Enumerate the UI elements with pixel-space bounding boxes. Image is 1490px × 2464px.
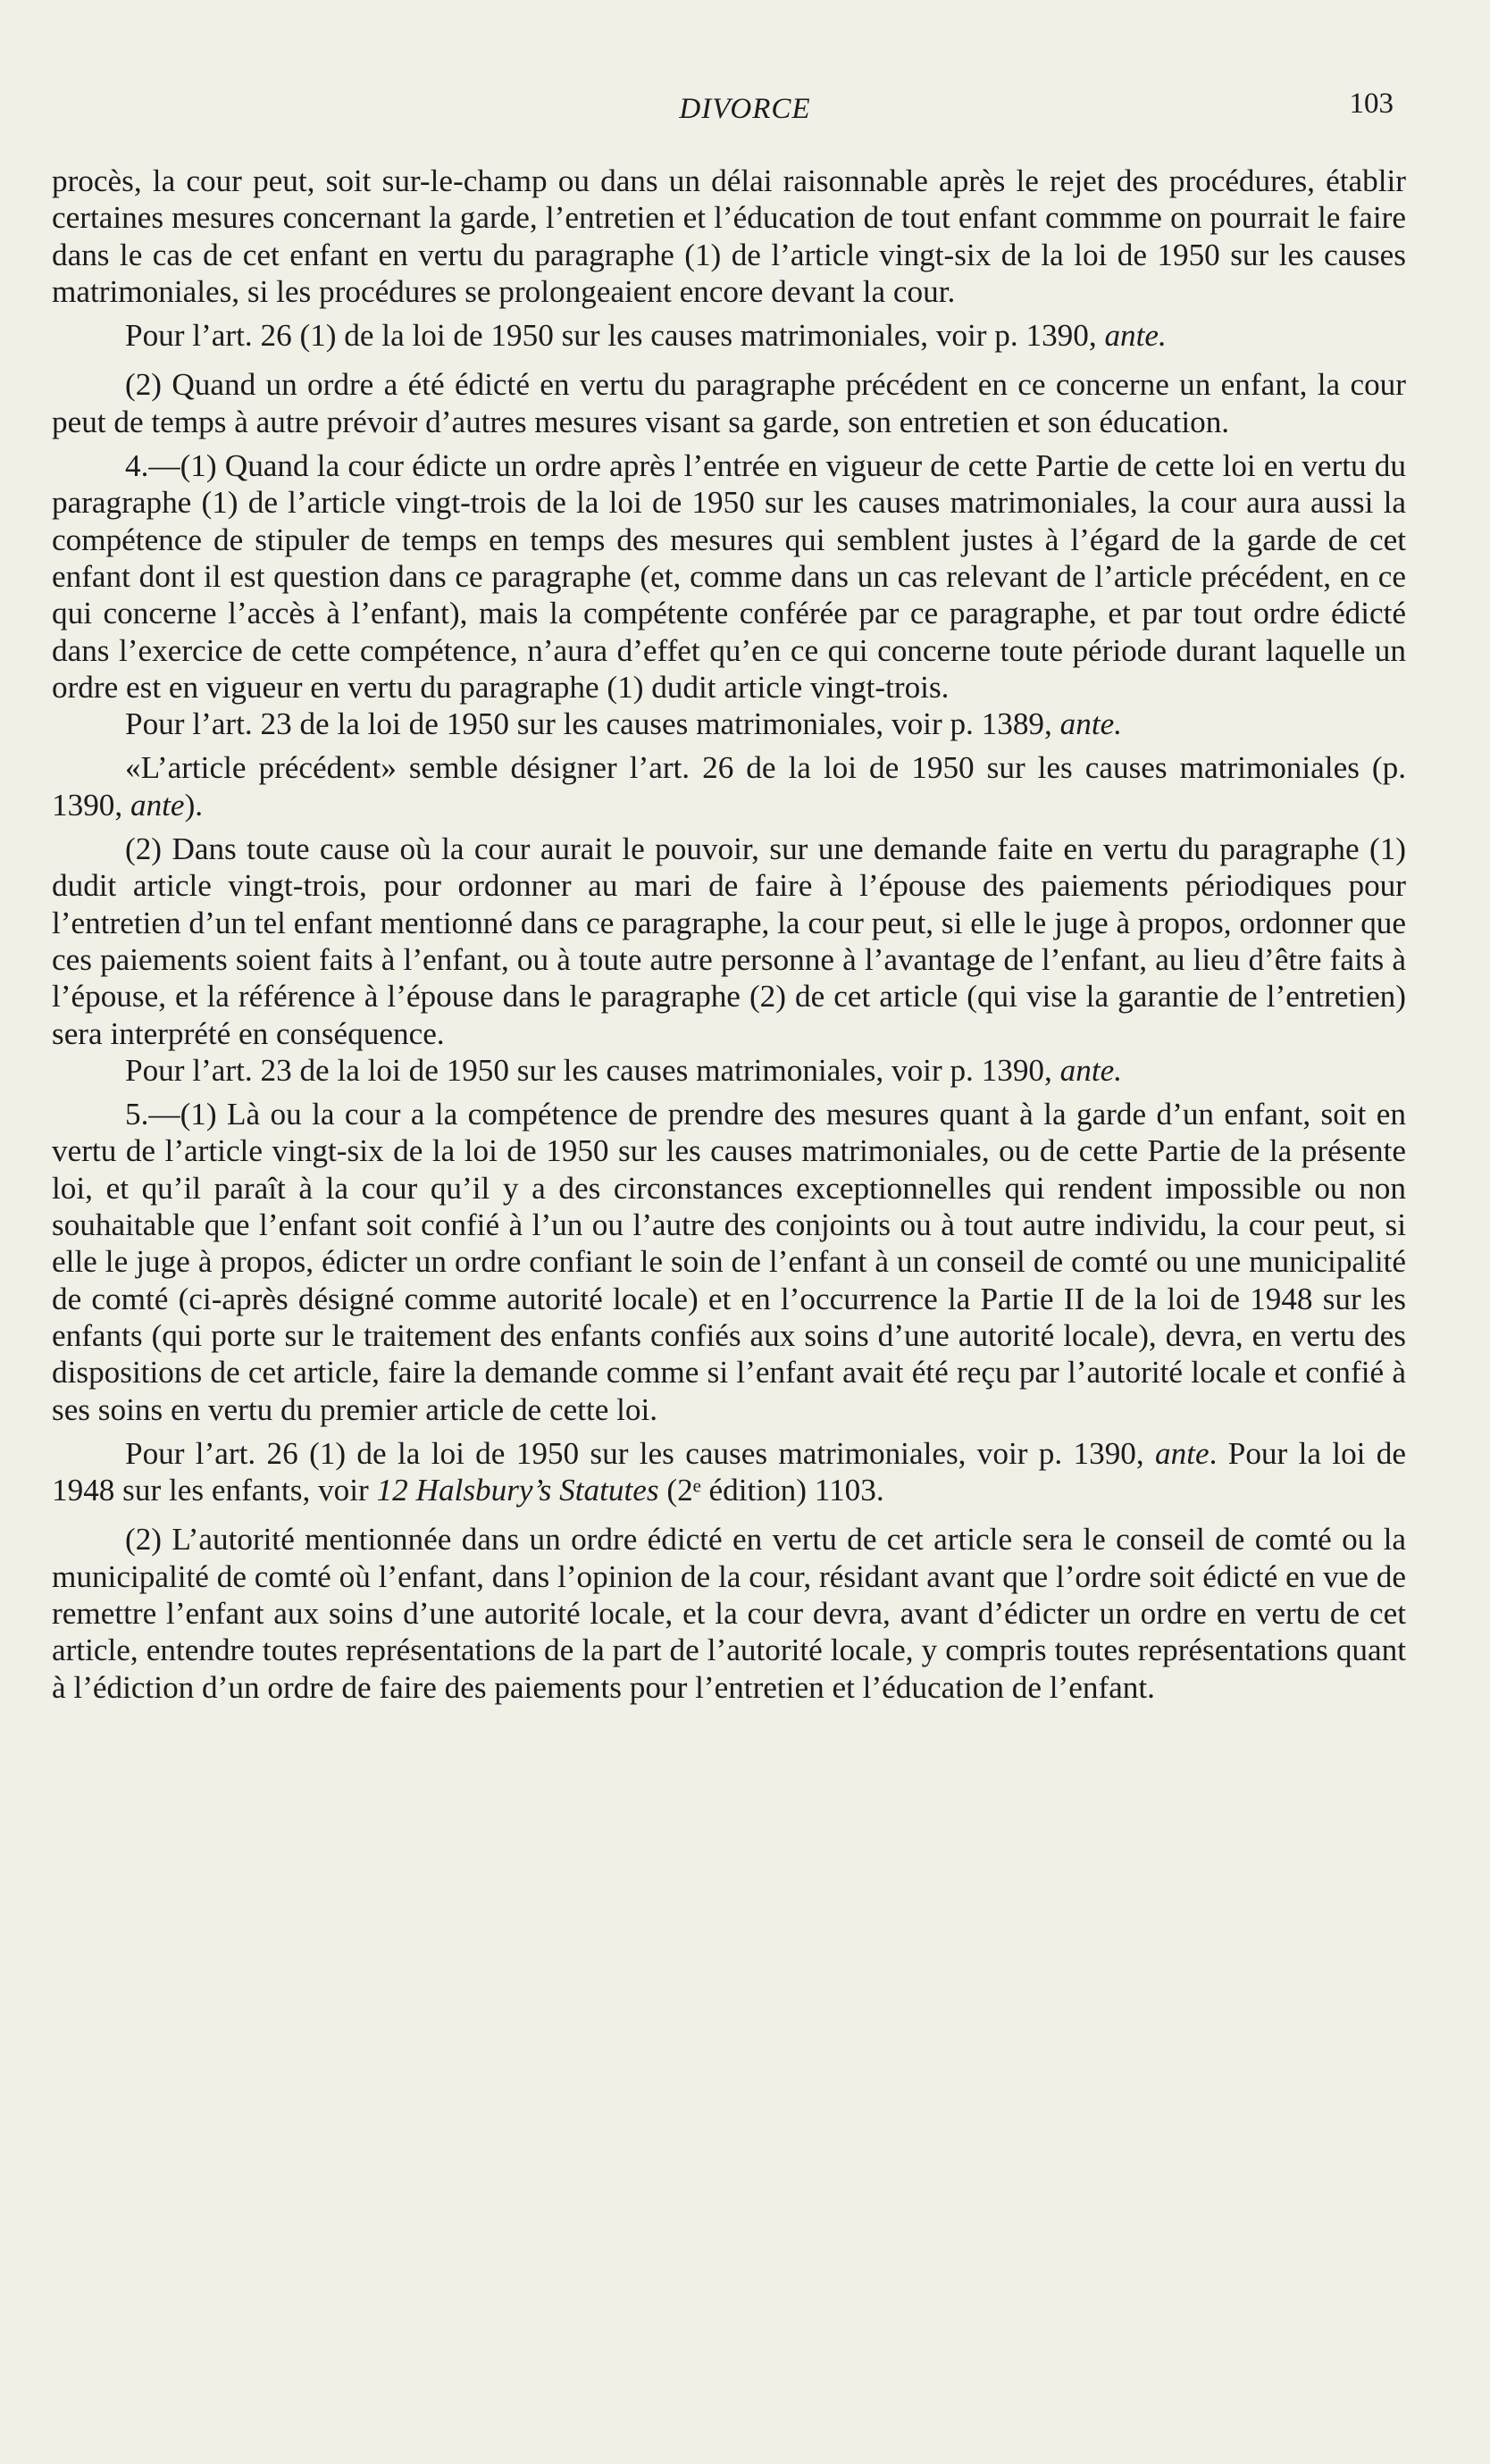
body-text [52, 163, 1406, 1706]
running-title: DIVORCE [679, 93, 811, 125]
note-paragraph: Pour l’art. 26 (1) de la loi de 1950 sur les causes matrimoniales, voir p. 1390, ante. [125, 318, 1167, 354]
note-paragraph: Pour l’art. 26 (1) de la loi de 1950 sur les causes matrimoniales, voir p. 1390, ante. Pour la loi de 1948 sur les enfants, voir 12 Halsbury’s Statutes (2ᵉ édition) 1103. [52, 1435, 1406, 1508]
page-number: 103 [1349, 88, 1394, 120]
running-header [0, 88, 1490, 132]
paragraph: procès, la cour peut, soit sur-le-champ ou dans un délai raisonnable après le rejet des procédures, établir certaines mesures concernant la garde, l’entretien et l’éducation de tout enfant commme on pourrait le faire dans le cas de cet enfant en vertu du paragraphe (1) de l’article vingt-six de la loi de 1950 sur les causes matrimoniales, si les procédures se prolongeaient encore devant la cour. [52, 163, 1406, 309]
paragraph: 5.—(1) Là ou la cour a la compétence de prendre des mesures quant à la garde d’un enfant, soit en vertu de l’article vingt-six de la loi de 1950 sur les causes matrimoniales, ou de cette Partie de la présente loi, et qu’il paraît à la cour qu’il y a des circonstances exceptionnelles qui rendent impossible ou non souhaitable que l’enfant soit confié à l’un ou l’autre des conjoints ou à tout autre individu, la cour peut, si elle le juge à propos, édicter un ordre confiant le soin de l’enfant à un conseil de comté ou une municipalité de comté (ci-après désigné comme autorité locale) et en l’occurrence la Partie II de la loi de 1948 sur les enfants (qui porte sur le traitement des enfants confiés aux soins d’une autorité locale), devra, en vertu des dispositions de cet article, faire la demande comme si l’enfant avait été reçu par l’autorité locale et confié à ses soins en vertu du premier article de cette loi. [52, 1097, 1406, 1427]
note-paragraph: Pour l’art. 23 de la loi de 1950 sur les causes matrimoniales, voir p. 1390, ante. [125, 1052, 1123, 1088]
paragraph: 4.—(1) Quand la cour édicte un ordre après l’entrée en vigueur de cette Partie de cette loi en vertu du paragraphe (1) de l’article vingt-trois de la loi de 1950 sur les causes matrimoniales, la cour aura aussi la compétence de stipuler de temps en temps des mesures qui semblent justes à l’égard de la garde de cet enfant dont il est question dans ce paragraphe (et, comme dans un cas relevant de l’article précédent, en ce qui concerne l’accès à l’enfant), mais la compétente conférée par ce paragraphe, et par tout ordre édicté dans l’exercice de cette compétence, n’aura d’effet qu’en ce qui concerne toute période durant laquelle un ordre est en vigueur en vertu du paragraphe (1) dudit article vingt-trois. [52, 448, 1406, 705]
paragraph: (2) L’autorité mentionnée dans un ordre édicté en vertu de cet article sera le conseil de comté ou la municipalité de comté où l’enfant, dans l’opinion de la cour, résidant avant que l’ordre soit édicté en vue de remettre l’enfant aux soins d’une autorité locale, et la cour devra, avant d’édicter un ordre en vertu de cet article, entendre toutes représentations de la part de l’autorité locale, y compris toutes représentations quant à l’édiction d’un ordre de faire des paiements pour l’entretien et l’éducation de l’enfant. [52, 1522, 1406, 1705]
note-paragraph: «L’article précédent» semble désigner l’art. 26 de la loi de 1950 sur les causes matrimoniales (p. 1390, ante). [52, 750, 1406, 823]
note-paragraph: Pour l’art. 23 de la loi de 1950 sur les causes matrimoniales, voir p. 1389, ante. [125, 706, 1123, 742]
paragraph: (2) Dans toute cause où la cour aurait le pouvoir, sur une demande faite en vertu du paragraphe (1) dudit article vingt-trois, pour ordonner au mari de faire à l’épouse des paiements périodiques pour l’entretien d’un tel enfant mentionné dans ce paragraphe, la cour peut, si elle le juge à propos, ordonner que ces paiements soient faits à l’enfant, ou à toute autre personne à l’avantage de l’enfant, au lieu d’être faits à l’épouse, et la référence à l’épouse dans le paragraphe (2) de cet article (qui vise la garantie de l’entretien) sera interprété en conséquence. [52, 831, 1406, 1051]
paragraph: (2) Quand un ordre a été édicté en vertu du paragraphe précédent en ce concerne un enfant, la cour peut de temps à autre prévoir d’autres mesures visant sa garde, son entretien et son éducation. [52, 367, 1406, 439]
